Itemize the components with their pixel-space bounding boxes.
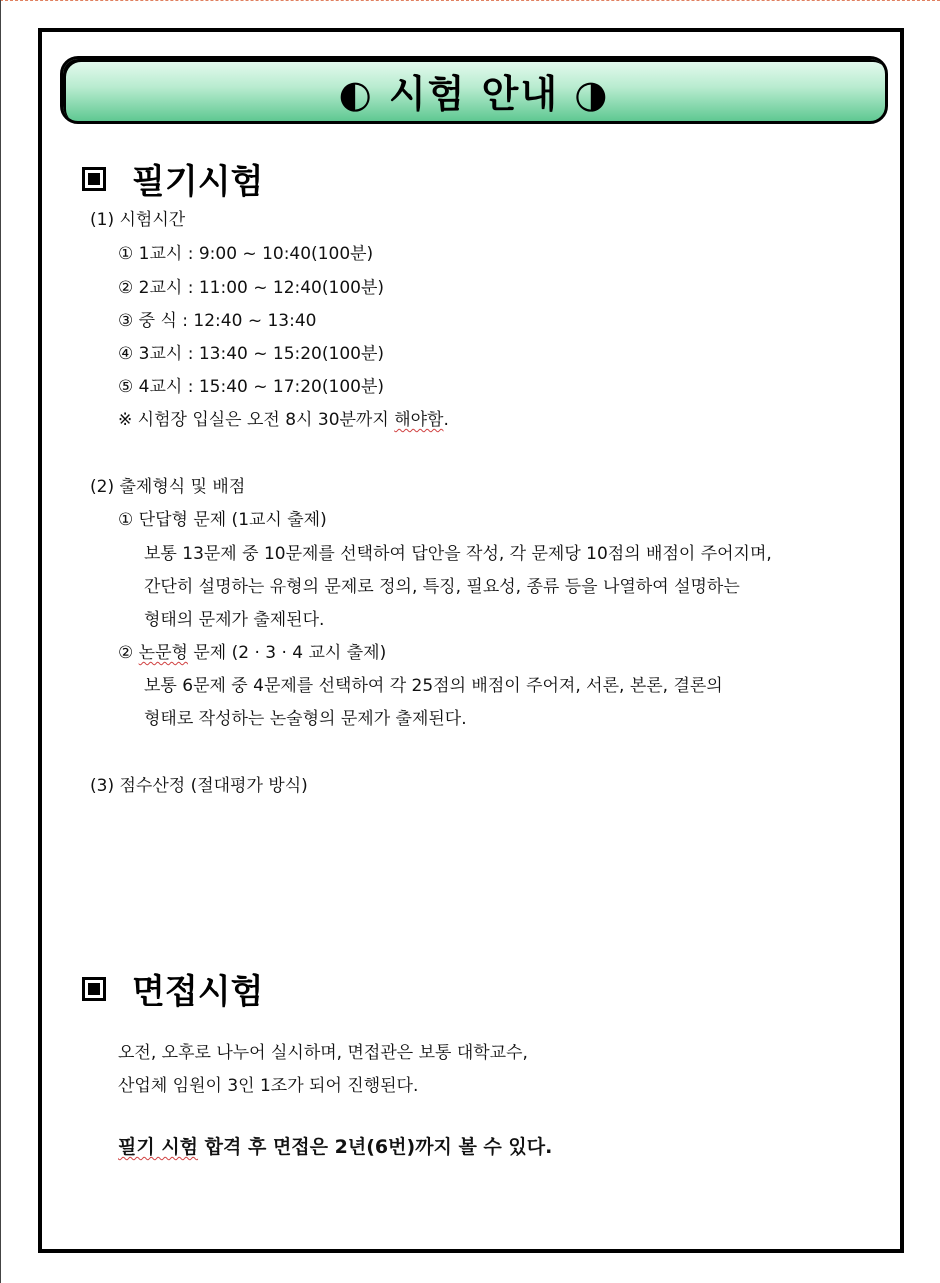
exam-time-label: (1) 시험시간 — [90, 210, 186, 230]
essay-title-num: ② — [118, 643, 139, 663]
interview-highlight — [118, 1138, 552, 1157]
short-answer-desc: 보통 13문제 중 10문제를 선택하여 답안을 작성, 각 문제당 10점의 배점이 주어지며, — [144, 544, 772, 564]
essay-title-marked: 논문형 — [138, 643, 188, 663]
schedule-item: ⑤ 4교시 : 15:40 ~ 17:20(100분) — [118, 377, 385, 397]
entry-note-marked: 해야함 — [394, 410, 444, 430]
square-bullet-icon — [82, 977, 106, 1001]
page-title: ◐ 시험 안내 ◑ — [338, 71, 610, 116]
interview-highlight-rest: 합격 후 면접은 2년(6번)까지 볼 수 있다. — [198, 1136, 553, 1158]
essay-desc: 보통 6문제 중 4문제를 선택하여 각 25점의 배점이 주어져, 서론, 본론, 결론의 — [144, 676, 723, 696]
short-answer-desc: 형태의 문제가 출제된다. — [144, 610, 325, 630]
section-written — [82, 154, 263, 203]
short-answer-title: ① 단답형 문제 (1교시 출제) — [118, 510, 327, 530]
format-label: (2) 출제형식 및 배점 — [90, 477, 246, 497]
entry-note-end: . — [443, 410, 449, 430]
schedule-item: ① 1교시 : 9:00 ~ 10:40(100분) — [118, 244, 374, 264]
essay-title-rest: 문제 (2 · 3 · 4 교시 출제) — [187, 643, 387, 663]
schedule-item: ③ 중 식 : 12:40 ~ 13:40 — [118, 311, 317, 331]
short-answer-desc: 간단히 설명하는 유형의 문제로 정의, 특징, 필요성, 종류 등을 나열하여 설명하는 — [144, 577, 740, 597]
section-interview — [82, 964, 263, 1013]
essay-title — [118, 645, 386, 662]
interview-highlight-marked: 필기 시험 — [118, 1136, 199, 1158]
page-left-edge — [0, 0, 1, 1283]
section-written-heading: 필기시험 — [132, 162, 264, 202]
entry-note-text: ※ 시험장 입실은 오전 8시 30분까지 — [118, 410, 395, 430]
page-top-guide — [0, 0, 940, 1]
square-bullet-icon — [82, 167, 106, 191]
title-banner — [60, 56, 888, 124]
interview-desc: 산업체 임원이 3인 1조가 되어 진행된다. — [118, 1076, 419, 1096]
interview-desc: 오전, 오후로 나누어 실시하며, 면접관은 보통 대학교수, — [118, 1043, 528, 1063]
entry-note — [118, 412, 449, 429]
scoring-label: (3) 점수산정 (절대평가 방식) — [90, 776, 308, 796]
section-interview-heading: 면접시험 — [132, 972, 264, 1012]
schedule-item: ② 2교시 : 11:00 ~ 12:40(100분) — [118, 278, 385, 298]
schedule-item: ④ 3교시 : 13:40 ~ 15:20(100분) — [118, 344, 385, 364]
essay-desc: 형태로 작성하는 논술형의 문제가 출제된다. — [144, 709, 467, 729]
